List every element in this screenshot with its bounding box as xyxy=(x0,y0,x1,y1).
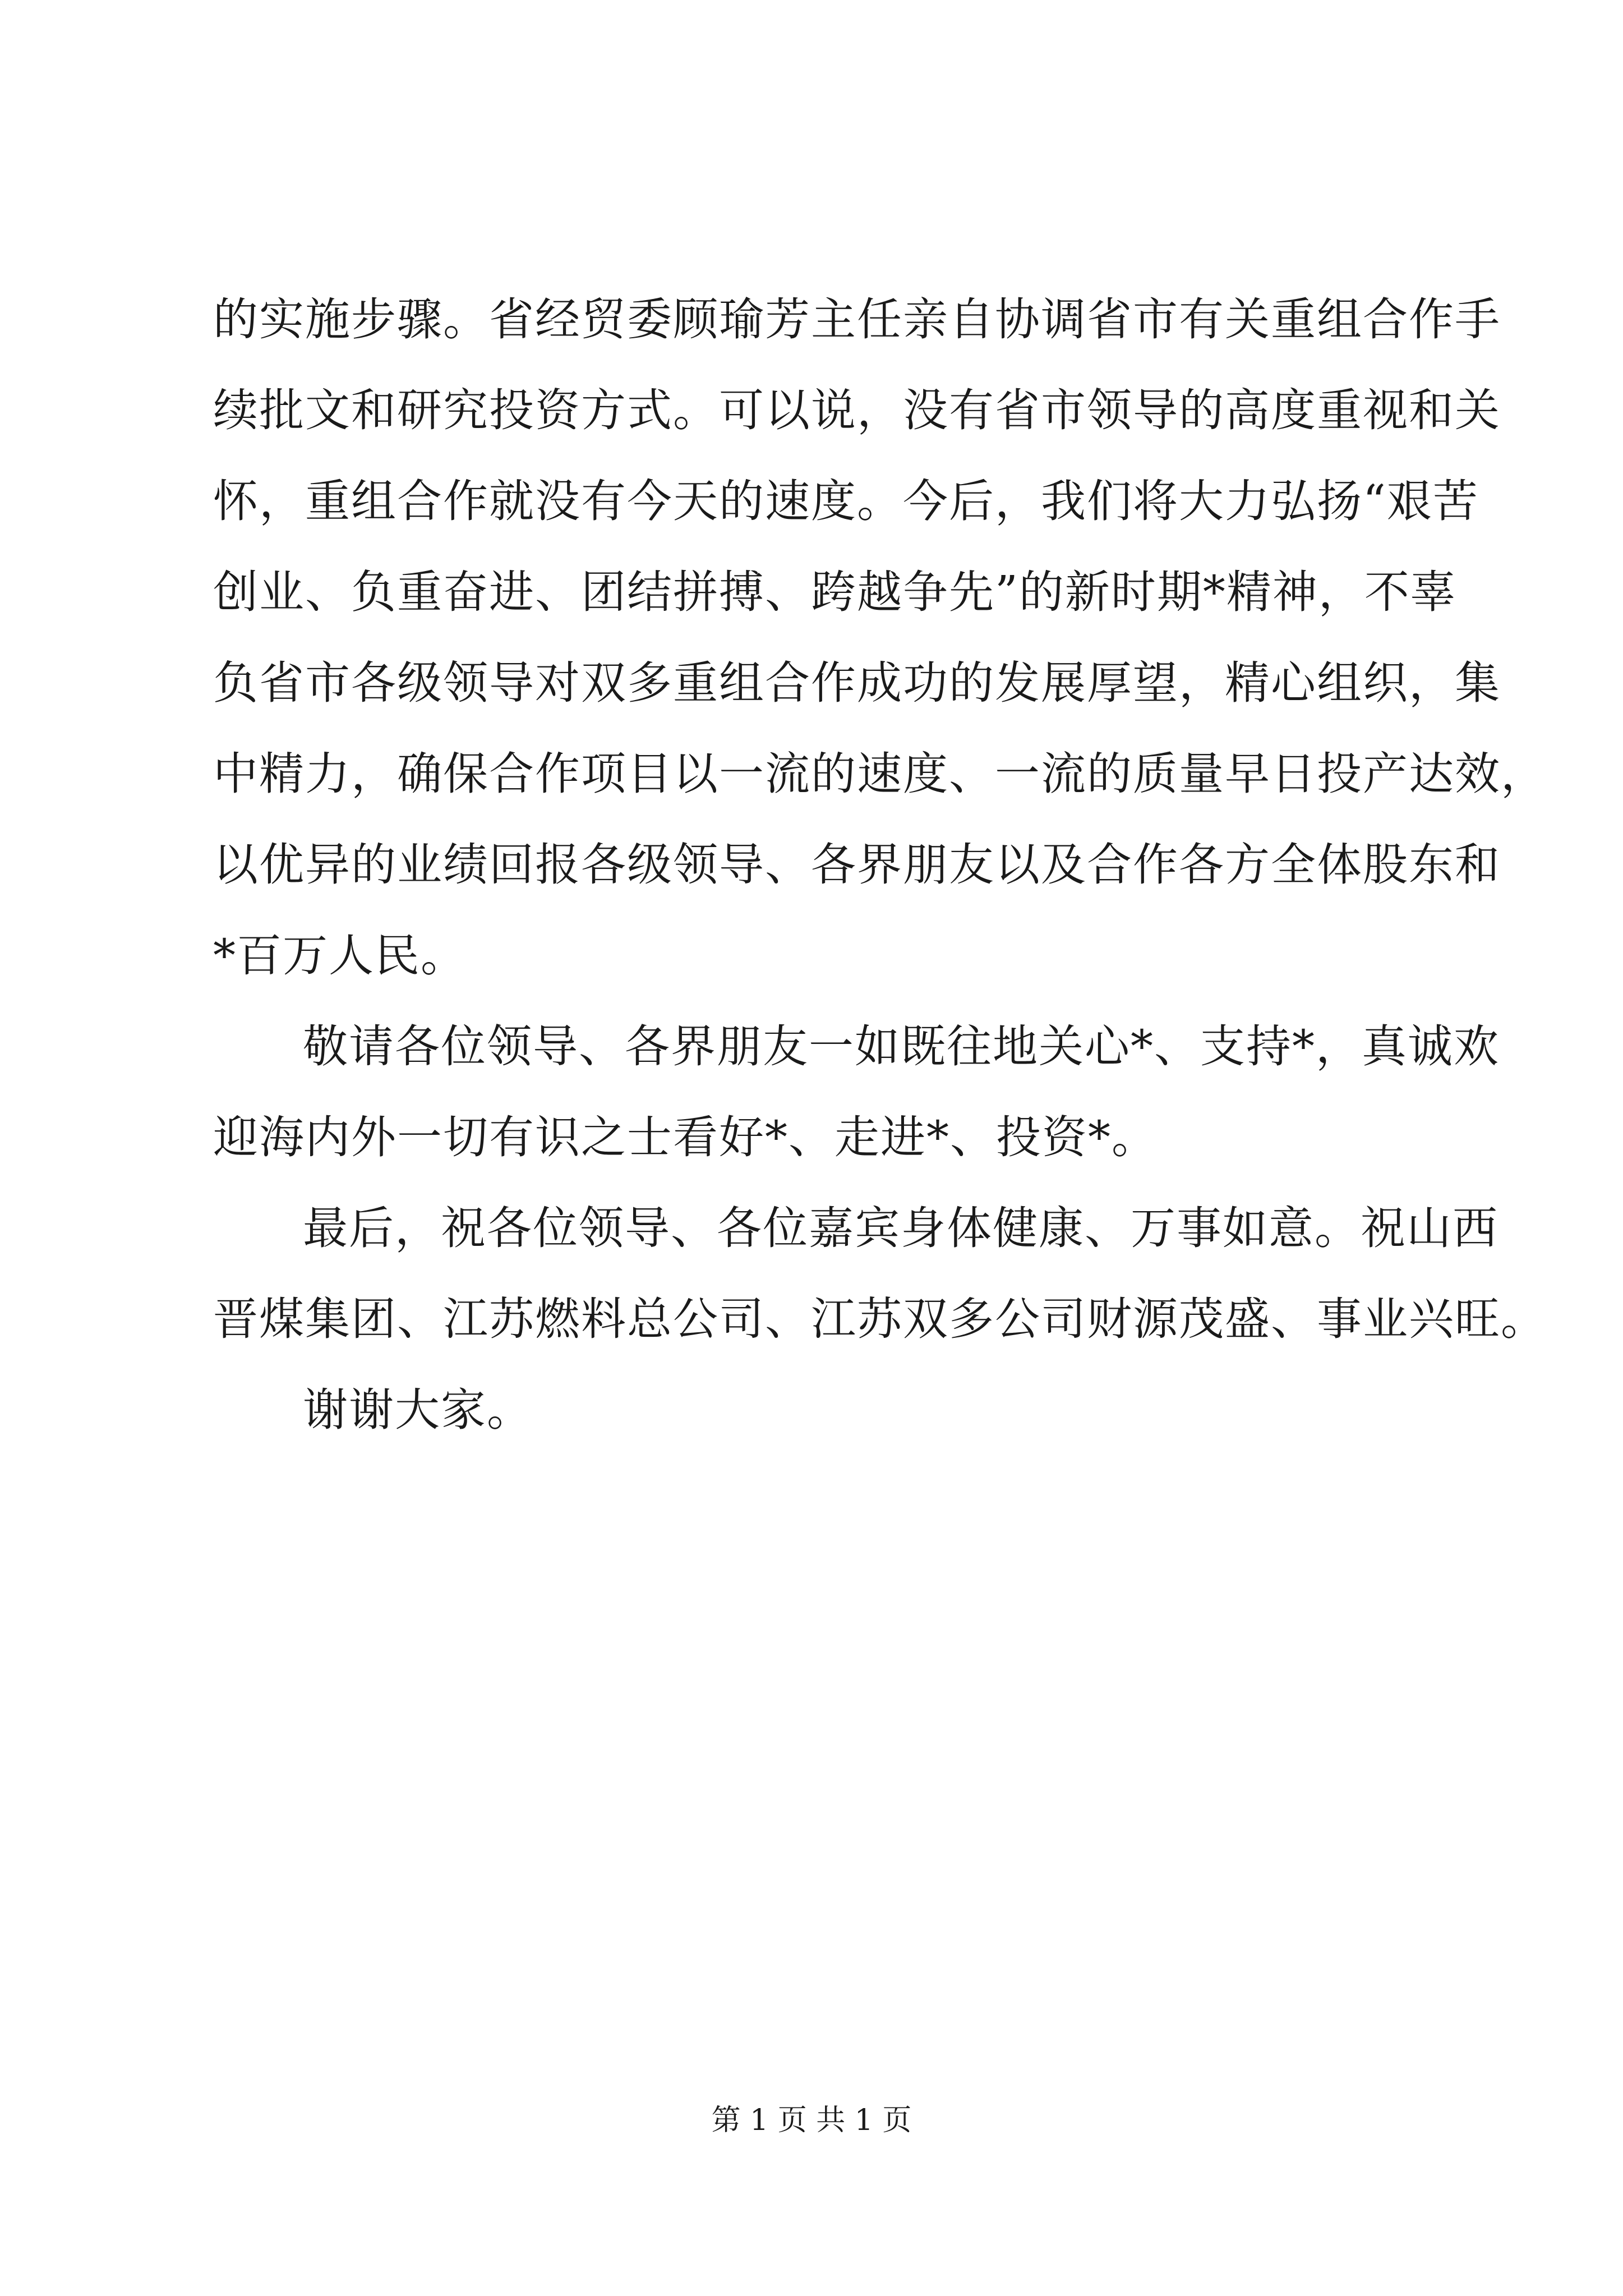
body-line: *百万人民。 xyxy=(213,930,467,982)
document-body xyxy=(213,292,1547,1473)
body-line: 负省市各级领导对双多重组合作成功的发展厚望，精心组织，集 xyxy=(213,657,1501,709)
body-line: 续批文和研究投资方式。可以说，没有省市领导的高度重视和关 xyxy=(213,384,1501,436)
body-line: 的实施步骤。省经贸委顾瑜芳主任亲自协调省市有关重组合作手 xyxy=(213,293,1501,346)
body-line: 中精力，确保合作项目以一流的速度、一流的质量早日投产达效， xyxy=(213,748,1547,800)
body-line: 迎海内外一切有识之士看好*、走进*、投资*。 xyxy=(213,1111,1158,1163)
page-number-footer: 第 1 页 共 1 页 xyxy=(711,2104,912,2137)
body-line: 以优异的业绩回报各级领导、各界朋友以及合作各方全体股东和 xyxy=(213,839,1501,891)
body-line: 晋煤集团、江苏燃料总公司、江苏双多公司财源茂盛、事业兴旺。 xyxy=(213,1293,1547,1345)
body-line: 最后，祝各位领导、各位嘉宾身体健康、万事如意。祝山西 xyxy=(303,1202,1498,1254)
body-line: 谢谢大家。 xyxy=(303,1384,533,1436)
body-line: 敬请各位领导、各界朋友一如既往地关心*、支持*，真诚欢 xyxy=(303,1020,1500,1073)
body-line: 怀，重组合作就没有今天的速度。今后，我们将大力弘扬“艰苦 xyxy=(213,475,1479,527)
body-line: 创业、负重奋进、团结拼搏、跨越争先”的新时期*精神，不辜 xyxy=(213,566,1456,618)
